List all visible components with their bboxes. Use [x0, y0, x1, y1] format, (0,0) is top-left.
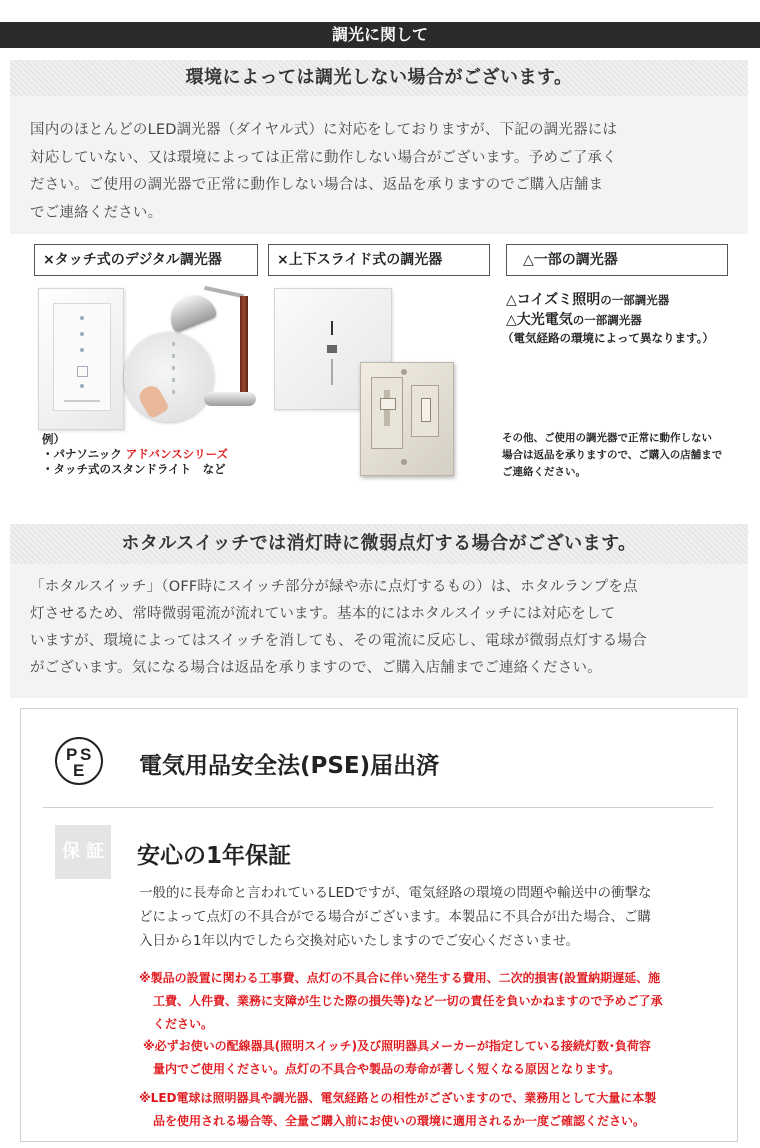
paragraph-line: 対応していない、又は環境によっては正常に動作しない場合がございます。予めご了承く [30, 149, 617, 166]
note-line: 量内でご使用ください。点灯の不具合や製品の寿命が著しく短くなる原因となります。 [153, 1062, 621, 1076]
paragraph-line: 「ホタルスイッチ」（OFF時にスイッチ部分が緑や赤に点灯するもの）は、ホタルランプを点 [30, 579, 638, 595]
example-line-panasonic [42, 447, 272, 462]
example-caption [42, 432, 272, 477]
pse-logo [55, 737, 103, 785]
warranty-badge: 保 証 [55, 825, 111, 879]
note-line: 場合は返品を承りますので、ご購入の店舗まで [502, 449, 723, 461]
section-title-bar [0, 22, 760, 48]
partial-dimmer-list [502, 290, 756, 346]
dimming-heading-band [10, 60, 748, 96]
partial-note: （電気経路の環境によって異なります。） [502, 331, 714, 345]
paragraph-line: ださい。ご使用の調光器で正常に動作しない場合は、返品を承りますのでご購入店舗ま [30, 177, 604, 193]
category-label: ×上下スライド式の調光器 [277, 252, 443, 268]
dimming-paragraph [30, 117, 740, 227]
paragraph-line: いますが、環境によってはスイッチを消しても、その電流に反応し、電球が微弱点灯する場合 [30, 633, 647, 649]
paragraph-line: でご連絡ください。 [30, 204, 163, 221]
stand-lamp-photo [160, 286, 260, 416]
hotaru-heading: ホタルスイッチでは消灯時に微弱点灯する場合がございます。 [121, 533, 637, 554]
note-line: 品を使用される場合等、全量ご購入前にお使いの環境に適用されるか一度ご確認ください。 [153, 1114, 646, 1128]
note-line: ※必ずお使いの配線器具(照明スイッチ)及び照明器具メーカーが指定している接続灯数･負荷容 [143, 1039, 651, 1053]
partial-line-koizumi [506, 290, 756, 310]
example-line-stand: ・タッチ式のスタンドライト など [42, 462, 226, 476]
maker-name: △コイズミ照明 [506, 292, 601, 308]
pse-warranty-box [20, 708, 738, 1142]
maker-suffix: の一部調光器 [600, 293, 670, 307]
dimming-heading: 環境によっては調光しない場合がございます。 [185, 67, 573, 88]
category-partial-dimmer [506, 244, 728, 276]
maker-suffix: の一部調光器 [572, 313, 642, 327]
example-label: 例） [42, 432, 65, 446]
note-line: ※LED電球は照明器具や調光器、電気経路との相性がございますので、業務用として大量に本製 [139, 1091, 657, 1105]
hotaru-heading-band [10, 524, 748, 564]
note-line: その他、ご使用の調光器で正常に動作しない [502, 432, 712, 444]
category-label: ×タッチ式のデジタル調光器 [43, 252, 222, 268]
category-slide-dimmer [268, 244, 490, 276]
paragraph-line: 国内のほとんどのLED調光器（ダイヤル式）に対応をしておりますが、下記の調光器には [30, 122, 618, 138]
warranty-note-2 [143, 1035, 733, 1081]
paragraph-line: 灯させるため、常時微弱電流が流れています。基本的にはホタルスイッチには対応をして [30, 606, 616, 622]
other-dimmer-note [502, 430, 752, 481]
pse-logo-s: S [80, 745, 92, 764]
pse-logo-p: P [66, 745, 78, 764]
category-touch-dimmer [34, 244, 258, 276]
warranty-body [139, 881, 729, 953]
category-label: △一部の調光器 [523, 252, 618, 268]
section-title: 調光に関して [331, 25, 428, 44]
body-line: どによって点灯の不具合がでる場合がございます。本製品に不具合が出た場合、ご購 [139, 909, 651, 925]
hotaru-panel [10, 564, 748, 698]
warranty-note-3 [139, 1087, 729, 1133]
note-line: ご連絡ください。 [502, 466, 586, 478]
dimming-panel [10, 96, 748, 234]
note-line: ください。 [153, 1017, 214, 1031]
pse-title: 電気用品安全法(PSE)届出済 [139, 753, 440, 779]
maker-name: △大光電気 [506, 312, 573, 328]
pse-logo-e: E [73, 761, 85, 780]
divider [43, 807, 713, 808]
example-prefix: ・パナソニック [42, 447, 126, 461]
note-line: ※製品の設置に関わる工事費、点灯の不具合に伴い発生する費用、二次的損害(設置納期遅延、施 [139, 971, 661, 985]
warranty-note-1 [139, 967, 729, 1036]
example-series-name: アドバンスシリーズ [125, 447, 229, 461]
body-line: 一般的に長寿命と言われているLEDですが、電気経路の環境の問題や輸送中の衝撃な [139, 885, 652, 901]
warranty-title: 安心の1年保証 [137, 843, 292, 869]
body-line: 入日から1年以内でしたら交換対応いたしますのでご安心くださいませ。 [139, 933, 580, 949]
paragraph-line: がございます。気になる場合は返品を承りますので、ご購入店舗までご連絡ください。 [30, 660, 602, 676]
partial-line-daiko [506, 310, 756, 330]
hotaru-paragraph [30, 574, 742, 682]
touch-dimmer-photo [38, 288, 124, 430]
note-line: 工費、人件費、業務に支障が生じた際の損失等)など一切の責任を負いかねますので予めご了承 [153, 994, 663, 1008]
slide-switch-plate-photo [360, 362, 454, 476]
